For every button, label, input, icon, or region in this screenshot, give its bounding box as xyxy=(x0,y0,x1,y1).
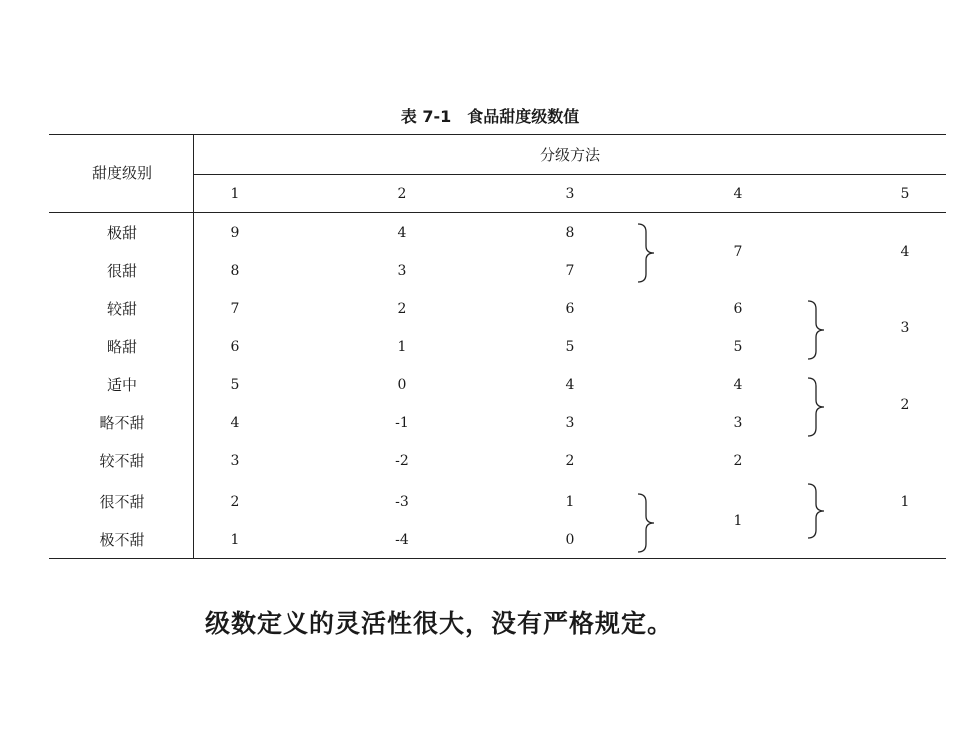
row-label: 较不甜 xyxy=(99,452,145,470)
brace-m3-bottom xyxy=(636,492,660,554)
table-cell-m2: -4 xyxy=(395,532,409,548)
table-cell-m3: 5 xyxy=(565,339,575,355)
brace-m4-bottom xyxy=(806,482,830,540)
table-cell-m3: 6 xyxy=(565,301,575,317)
method-header-1: 1 xyxy=(230,186,240,202)
table-cell-m3: 0 xyxy=(565,532,575,548)
row-label-header: 甜度级别 xyxy=(91,164,153,182)
footer-note: 级数定义的灵活性很大，没有严格规定。 xyxy=(205,609,674,638)
row-label: 较甜 xyxy=(106,300,138,318)
table-cell-m2: -3 xyxy=(395,494,409,510)
table-cell-m2: 1 xyxy=(397,339,407,355)
table-cell-m2: 4 xyxy=(397,225,407,241)
method-header-5: 5 xyxy=(900,186,910,202)
table-cell-m2: 0 xyxy=(397,377,407,393)
method-header-4: 4 xyxy=(733,186,743,202)
method-header-3: 3 xyxy=(565,186,575,202)
m4-grouped-bottom: 1 xyxy=(733,513,743,529)
table-cell-m1: 2 xyxy=(230,494,240,510)
m5-grouped-b: 3 xyxy=(900,320,910,336)
row-label: 很不甜 xyxy=(99,493,145,511)
table-top-rule xyxy=(49,134,946,135)
table-cell-m3: 8 xyxy=(565,225,575,241)
table-cell-m2: -1 xyxy=(395,415,409,431)
table-cell-m3: 2 xyxy=(565,453,575,469)
row-label: 极不甜 xyxy=(99,531,145,549)
method-header-2: 2 xyxy=(397,186,407,202)
row-label: 很甜 xyxy=(106,262,138,280)
table-cell-m4: 3 xyxy=(733,415,743,431)
table-bottom-rule xyxy=(49,558,946,559)
table-cell-m1: 4 xyxy=(230,415,240,431)
label-column-rule xyxy=(193,134,194,558)
brace-m4-upper xyxy=(806,299,830,361)
brace-m4-lower xyxy=(806,376,830,438)
m5-grouped-a: 4 xyxy=(900,244,910,260)
table-cell-m1: 3 xyxy=(230,453,240,469)
table-cell-m2: -2 xyxy=(395,453,409,469)
table-cell-m3: 4 xyxy=(565,377,575,393)
brace-m3-top xyxy=(636,222,660,284)
table-cell-m4: 2 xyxy=(733,453,743,469)
table-cell-m1: 8 xyxy=(230,263,240,279)
table-cell-m1: 6 xyxy=(230,339,240,355)
table-cell-m2: 2 xyxy=(397,301,407,317)
m5-grouped-d: 1 xyxy=(900,494,910,510)
method-header-rule xyxy=(193,174,946,175)
table-cell-m3: 1 xyxy=(565,494,575,510)
table-cell-m1: 9 xyxy=(230,225,240,241)
table-cell-m1: 1 xyxy=(230,532,240,548)
row-label: 适中 xyxy=(106,376,138,394)
table-cell-m4: 4 xyxy=(733,377,743,393)
header-bottom-rule xyxy=(49,212,946,213)
group-header: 分级方法 xyxy=(539,146,601,164)
table-cell-m3: 7 xyxy=(565,263,575,279)
table-cell-m4: 6 xyxy=(733,301,743,317)
table-title: 表 7-1 食品甜度级数值 xyxy=(400,107,580,126)
row-label: 略甜 xyxy=(106,338,138,356)
row-label: 略不甜 xyxy=(99,414,145,432)
table-cell-m4: 5 xyxy=(733,339,743,355)
row-label: 极甜 xyxy=(106,224,138,242)
m5-grouped-c: 2 xyxy=(900,397,910,413)
table-cell-m1: 5 xyxy=(230,377,240,393)
m4-grouped-top: 7 xyxy=(733,244,743,260)
table-cell-m2: 3 xyxy=(397,263,407,279)
table-cell-m3: 3 xyxy=(565,415,575,431)
table-cell-m1: 7 xyxy=(230,301,240,317)
